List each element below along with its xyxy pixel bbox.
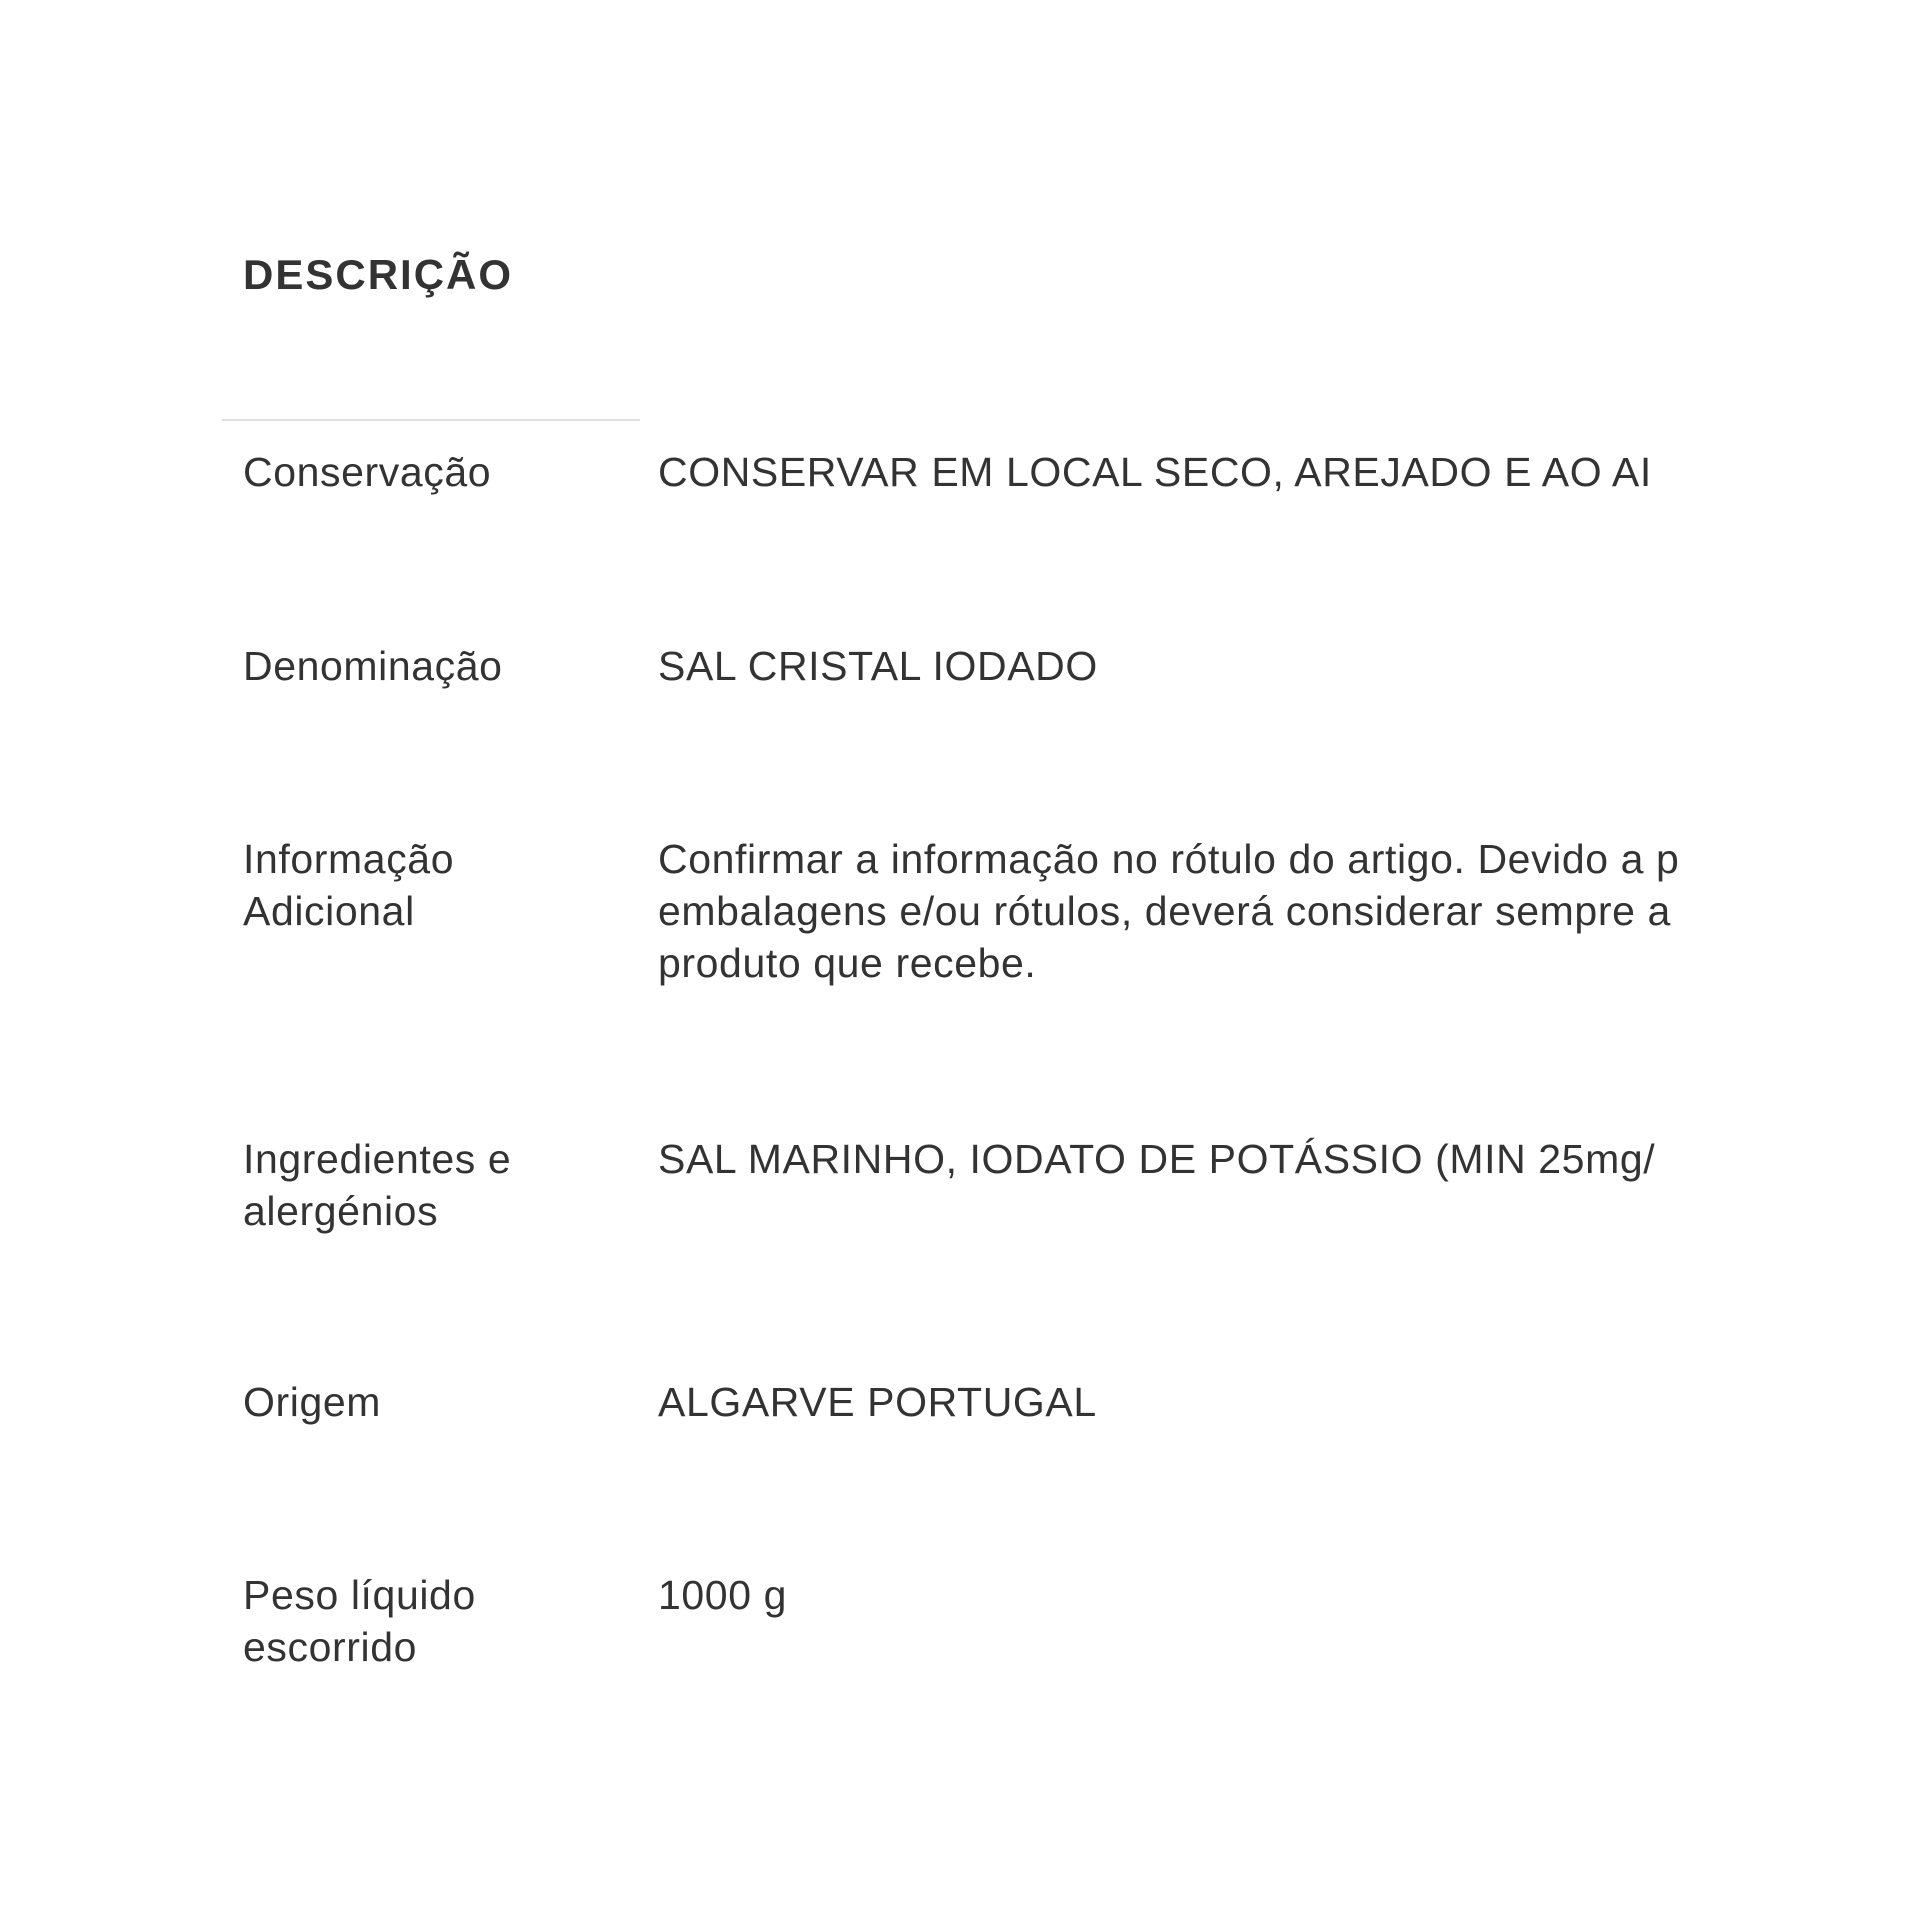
clip-edge <box>1736 420 1742 1760</box>
row-value <box>658 640 1742 692</box>
value-line: Confirmar a informação no rótulo do artigo. Devido a p <box>658 836 1680 882</box>
row-label: Ingredientes e alergénios <box>243 1136 512 1234</box>
row-label: Origem <box>243 1379 382 1425</box>
row-value <box>658 446 1742 498</box>
row-label: Denominação <box>243 643 503 689</box>
row-value <box>658 1376 1742 1428</box>
value-line: ALGARVE PORTUGAL <box>658 1379 1097 1425</box>
value-line: produto que recebe. <box>658 940 1037 986</box>
value-line: CONSERVAR EM LOCAL SECO, AREJADO E AO AI <box>658 449 1652 495</box>
row-label: Peso líquido escorrido <box>243 1572 476 1670</box>
row-value <box>658 1569 1742 1621</box>
value-line: 1000 g <box>658 1572 788 1618</box>
table-viewport <box>222 420 1742 1760</box>
row-label: Conservação <box>243 449 492 495</box>
value-line: SAL CRISTAL IODADO <box>658 643 1098 689</box>
row-value <box>658 1133 1742 1185</box>
value-line: embalagens e/ou rótulos, deverá considerar sempre a <box>658 888 1671 934</box>
row-value <box>658 833 1742 989</box>
row-label: Informação Adicional <box>243 836 455 934</box>
section-title: DESCRIÇÃO <box>243 251 514 298</box>
value-line: SAL MARINHO, IODATO DE POTÁSSIO (MIN 25mg/ <box>658 1136 1656 1182</box>
